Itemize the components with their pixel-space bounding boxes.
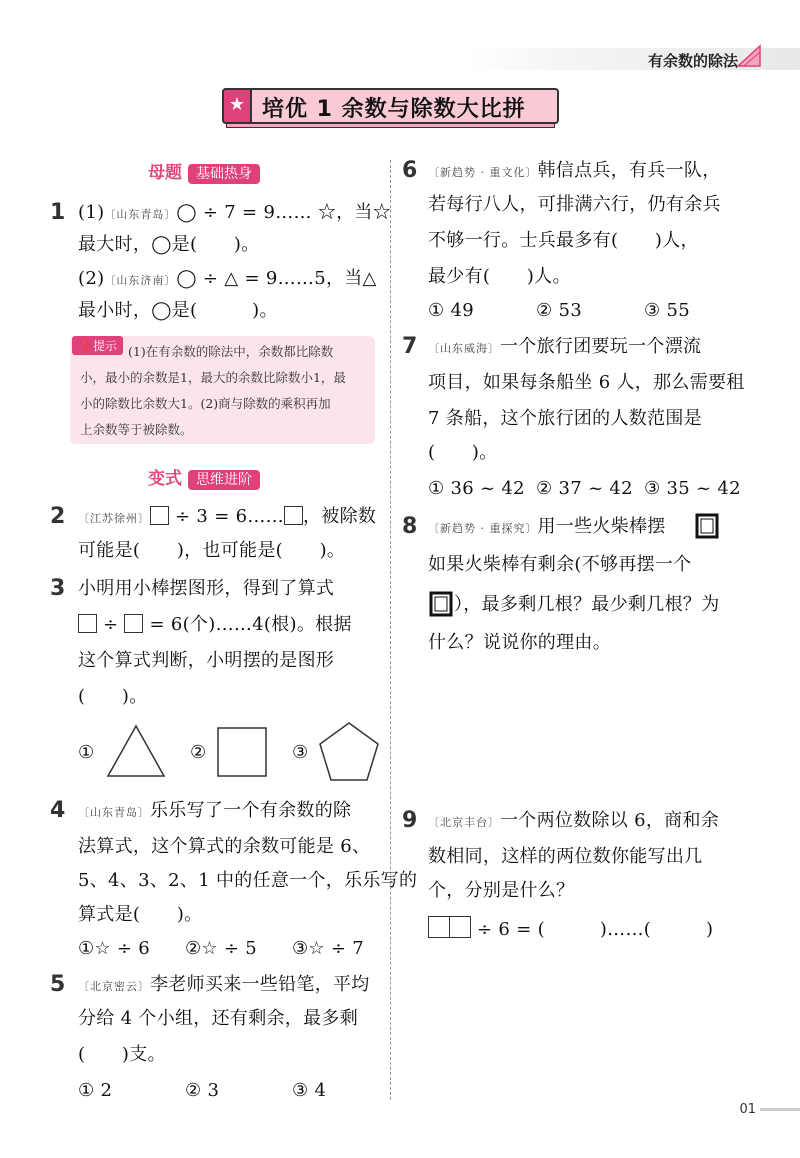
hint-line: (1)在有余数的除法中，余数都比除数 <box>128 344 334 359</box>
q3-line-1: 小明用小棒摆图形，得到了算式 <box>78 578 335 599</box>
q5-option-2[interactable]: ② 3 <box>185 1080 220 1101</box>
q9-line-2: 数相同，这样的两位数你能写出几 <box>428 846 703 867</box>
question-number: 1 <box>50 200 66 225</box>
q7-line-4: ( )。 <box>428 442 498 463</box>
hint-label: ❗提示 <box>72 336 123 355</box>
q3-line-2: ÷ = 6(个)……4(根)。根据 <box>78 614 352 636</box>
q4-line-1: 〔山东青岛〕乐乐写了一个有余数的除 <box>78 800 352 821</box>
question-number: 9 <box>402 808 418 833</box>
banner-underline <box>226 124 555 128</box>
hint-line: 小的除数比余数大1。(2)商与除数的乘积再加 <box>80 396 331 411</box>
blank-box <box>450 916 471 938</box>
ruler-triangle-icon <box>736 42 762 68</box>
q5-line-1: 〔北京密云〕李老师买来一些铅笔，平均 <box>78 974 370 995</box>
q5-line-2: 分给 4 个小组，还有剩余，最多剩 <box>78 1008 358 1029</box>
q6-line-2: 若每行八人，可排满六行，仍有余兵 <box>428 194 721 215</box>
section-main-label: 变式 <box>148 469 182 489</box>
q9-line-4: ÷ 6 = ( )……( ) <box>428 916 713 941</box>
blank-box <box>150 506 169 525</box>
q6-line-4: 最少有( )人。 <box>428 266 571 287</box>
q3-option-2[interactable]: ② <box>190 742 207 763</box>
q8-line-3: ），最多剩几根？最少剩几根？为 <box>454 594 720 615</box>
blank-box <box>78 614 97 633</box>
hint-line: 上余数等于被除数。 <box>80 422 193 437</box>
q6-line-3: 不够一行。士兵最多有( )人， <box>428 230 699 251</box>
q6-option-1[interactable]: ① 49 <box>428 300 474 321</box>
q1-line-4: 最小时，◯是( )。 <box>78 300 278 321</box>
q4-line-4: 算式是( )。 <box>78 904 203 925</box>
q1-line-2: 最大时，◯是( )。 <box>78 234 260 255</box>
q3-option-3[interactable]: ③ <box>292 742 309 763</box>
page-number: 01 <box>739 1102 756 1117</box>
star-icon: ★ <box>222 88 252 124</box>
section-heading-advanced <box>148 464 260 489</box>
q6-option-2[interactable]: ② 53 <box>536 300 582 321</box>
q5-option-3[interactable]: ③ 4 <box>292 1080 327 1101</box>
q8-line-1: 〔新趋势 · 重探究〕用一些火柴棒摆 <box>428 516 666 537</box>
q4-option-2[interactable]: ②☆ ÷ 5 <box>185 938 258 959</box>
q3-line-4: ( )。 <box>78 686 148 707</box>
q3-line-3: 这个算式判断，小明摆的是图形 <box>78 650 335 671</box>
pentagon-shape <box>316 720 382 784</box>
q1-line-1: (1)〔山东青岛〕◯ ÷ 7 = 9…… ☆，当☆ <box>78 202 392 223</box>
triangle-shape <box>104 722 168 780</box>
q2-line-2: 可能是( )，也可能是( )。 <box>78 540 346 561</box>
q2-line-1: 〔江苏徐州〕 ÷ 3 = 6…… ，被除数 <box>78 506 377 527</box>
blank-box <box>428 916 450 938</box>
square-shape <box>216 726 268 778</box>
q4-line-3: 5、4、3、2、1 中的任意一个，乐乐写的 <box>78 870 418 891</box>
blank-box <box>124 614 143 633</box>
matchstick-square-icon <box>694 512 720 540</box>
section-sub-label: 思维进阶 <box>188 470 260 490</box>
q4-line-2: 法算式，这个算式的余数可能是 6、 <box>78 836 371 857</box>
footer-bar <box>760 1108 800 1111</box>
q1-line-3: (2)〔山东济南〕◯ ÷ △ = 9……5，当△ <box>78 268 377 289</box>
q3-option-1[interactable]: ① <box>78 742 95 763</box>
page-title: 培优 1 余数与除数大比拼 <box>262 97 526 122</box>
q7-option-3[interactable]: ③ 35 ~ 42 <box>644 478 741 499</box>
q5-line-3: ( )支。 <box>78 1044 166 1065</box>
question-number: 5 <box>50 972 66 997</box>
question-number: 4 <box>50 798 66 823</box>
question-number: 8 <box>402 514 418 539</box>
q7-line-1: 〔山东威海〕一个旅行团要玩一个漂流 <box>428 336 702 357</box>
question-number: 7 <box>402 334 418 359</box>
section-main-label: 母题 <box>148 163 182 183</box>
q8-line-4: 什么？说说你的理由。 <box>428 632 611 653</box>
q7-option-1[interactable]: ① 36 ~ 42 <box>428 478 525 499</box>
q4-option-3[interactable]: ③☆ ÷ 7 <box>292 938 365 959</box>
q9-line-1: 〔北京丰台〕一个两位数除以 6，商和余 <box>428 810 720 831</box>
question-number: 3 <box>50 576 66 601</box>
matchstick-square-icon <box>428 590 454 618</box>
question-number: 2 <box>50 504 66 529</box>
section-sub-label: 基础热身 <box>188 164 260 184</box>
column-divider <box>390 160 392 1100</box>
q5-option-1[interactable]: ① 2 <box>78 1080 113 1101</box>
blank-box <box>284 506 303 525</box>
q6-option-3[interactable]: ③ 55 <box>644 300 690 321</box>
q8-line-2: 如果火柴棒有剩余(不够再摆一个 <box>428 554 692 575</box>
hint-line: 小，最小的余数是1，最大的余数比除数小1，最 <box>80 370 346 385</box>
q9-line-3: 个，分别是什么？ <box>428 880 575 901</box>
q7-line-3: 7 条船，这个旅行团的人数范围是 <box>428 408 702 429</box>
q7-line-2: 项目，如果每条船坐 6 人，那么需要租 <box>428 372 745 393</box>
q4-option-1[interactable]: ①☆ ÷ 6 <box>78 938 151 959</box>
section-heading-basic <box>148 158 260 183</box>
question-number: 6 <box>402 158 418 183</box>
q7-option-2[interactable]: ② 37 ~ 42 <box>536 478 633 499</box>
chapter-title: 有余数的除法 <box>647 52 738 70</box>
q6-line-1: 〔新趋势 · 重文化〕韩信点兵，有兵一队， <box>428 160 721 181</box>
